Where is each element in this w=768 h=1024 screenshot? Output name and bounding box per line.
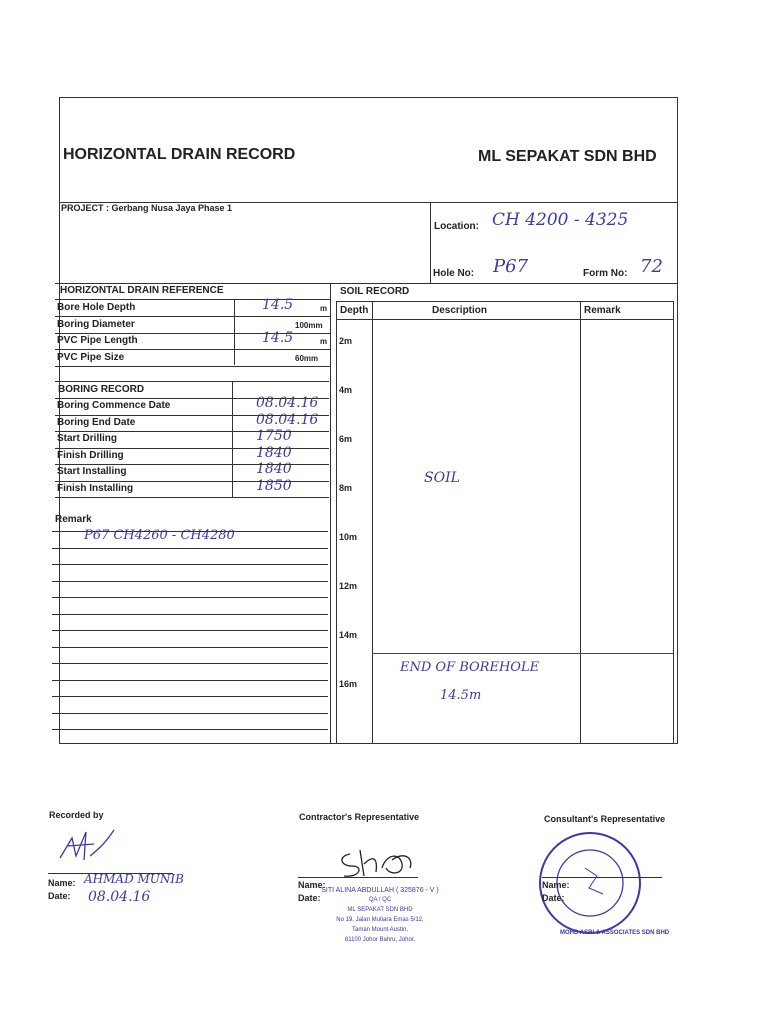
- drain-ref-unit: m: [320, 304, 328, 313]
- boring-bottom-line: [55, 497, 329, 498]
- boring-row-value: 1750: [256, 428, 292, 444]
- remark-line: [52, 713, 328, 714]
- depth-label: 10m: [339, 532, 358, 542]
- drain-reference-title: HORIZONTAL DRAIN REFERENCE: [60, 285, 224, 296]
- drain-ref-value: 14.5: [262, 330, 294, 346]
- contractor-stamp-line: No 19, Jalan Mutiara Emas 5/12,: [336, 917, 424, 923]
- hole-label: Hole No:: [433, 268, 475, 279]
- project-label: PROJECT : Gerbang Nusa Jaya Phase 1: [61, 203, 233, 213]
- soil-depth-divider: [372, 301, 373, 744]
- soil-remark-divider: [580, 301, 581, 744]
- contractor-line: [298, 877, 418, 878]
- drain-ref-value: 14.5: [262, 297, 294, 313]
- drain-ref-col-divider: [234, 299, 235, 365]
- contractor-label: Contractor's Representative: [299, 812, 420, 822]
- recorded-by-date: 08.04.16: [88, 889, 151, 905]
- remark-line: [52, 663, 328, 664]
- contractor-stamp-line: QA / QC: [368, 897, 392, 903]
- remark-value: P67 CH4260 - CH4280: [84, 528, 235, 543]
- remark-line: [52, 696, 328, 697]
- remark-line: [52, 647, 328, 648]
- drain-ref-unit: 60mm: [295, 353, 319, 363]
- company-name: ML SEPAKAT SDN BHD: [478, 148, 657, 165]
- drain-ref-label: PVC Pipe Size: [57, 351, 125, 363]
- contractor-stamp-line: SITI ALINA ABDULLAH ( 325876 - V ): [321, 887, 439, 894]
- soil-left-inner: [336, 301, 337, 744]
- drain-ref-unit: m: [320, 337, 328, 346]
- remark-line: [52, 680, 328, 681]
- boring-row-value: 1840: [256, 461, 292, 477]
- recorded-by-signature: [54, 822, 124, 866]
- boring-row-label: Boring End Date: [57, 416, 136, 428]
- end-borehole-line: [372, 653, 673, 654]
- boring-row-line: [55, 415, 329, 416]
- boring-row-label: Finish Installing: [57, 482, 134, 494]
- depth-label: 14m: [339, 630, 358, 640]
- contractor-stamp-line: Taman Mount Austin,: [351, 927, 409, 933]
- remark-line: [52, 531, 328, 532]
- boring-row-label: Start Installing: [57, 466, 127, 477]
- remark-line: [52, 614, 328, 615]
- description-header: Description: [432, 305, 488, 316]
- depth-label: 8m: [339, 483, 353, 493]
- recorded-by-name-label: Name:: [48, 878, 76, 888]
- recorded-by-date-label: Date:: [48, 891, 71, 901]
- boring-line-top: [55, 381, 329, 382]
- boring-row-line: [55, 431, 329, 432]
- depth-label: 4m: [339, 385, 353, 395]
- consultant-label: Consultant's Representative: [544, 814, 666, 824]
- remark-header: Remark: [584, 305, 621, 316]
- consultant-seal-text: MOHD ASRI & ASSOCIATES SDN BHD: [560, 930, 670, 936]
- depth-label: 6m: [339, 434, 353, 444]
- soil-note: SOIL: [424, 470, 460, 486]
- contractor-stamp-line: ML SEPAKAT SDN BHD: [347, 907, 413, 913]
- boring-row-line: [55, 398, 329, 399]
- consultant-date-label: Date:: [542, 893, 565, 903]
- soil-left-border: [330, 283, 331, 744]
- remark-line: [52, 597, 328, 598]
- boring-record-title: BORING RECORD: [58, 384, 145, 395]
- drain-ref-row-line: [55, 349, 331, 350]
- boring-row-label: Finish Drilling: [57, 449, 124, 461]
- end-borehole-note: END OF BOREHOLE: [400, 660, 540, 675]
- end-borehole-depth: 14.5m: [440, 688, 482, 703]
- consultant-name-label: Name:: [542, 880, 570, 890]
- form-no-value: 72: [640, 256, 663, 277]
- drain-ref-unit: 100mm: [295, 320, 323, 330]
- consultant-line: [542, 877, 662, 878]
- drain-ref-label: PVC Pipe Length: [57, 335, 138, 346]
- contractor-date-label: Date:: [298, 893, 321, 903]
- remark-line: [52, 729, 328, 730]
- contractor-stamp-line: 81100 Johor Bahru, Johor.: [344, 937, 416, 943]
- drain-ref-label: Bore Hole Depth: [57, 302, 136, 313]
- soil-record-title: SOIL RECORD: [340, 286, 410, 297]
- location-value: CH 4200 - 4325: [492, 210, 629, 230]
- boring-row-label: Start Drilling: [57, 433, 118, 444]
- remark-line: [52, 630, 328, 631]
- drain-ref-label: Boring Diameter: [57, 318, 135, 330]
- soil-title-line: [336, 301, 674, 302]
- boring-row-line: [55, 481, 329, 482]
- boring-row-label: Boring Commence Date: [57, 400, 171, 411]
- drain-ref-row-line: [55, 366, 331, 367]
- section-divider: [55, 283, 678, 284]
- hole-value: P67: [493, 256, 529, 277]
- remark-label: Remark: [55, 514, 92, 525]
- remark-line: [52, 548, 328, 549]
- boring-row-value: 1840: [256, 444, 292, 461]
- drain-ref-row-line: [55, 316, 331, 317]
- location-label: Location:: [434, 221, 479, 232]
- boring-row-value: 08.04.16: [256, 411, 319, 428]
- depth-label: 2m: [339, 336, 353, 346]
- boring-row-line: [55, 464, 329, 465]
- form-no-label: Form No:: [583, 268, 628, 279]
- boring-row-value: 08.04.16: [256, 395, 319, 411]
- recorded-by-label: Recorded by: [49, 810, 104, 820]
- depth-header: Depth: [340, 305, 369, 316]
- boring-row-line: [55, 448, 329, 449]
- boring-col-divider: [232, 381, 233, 497]
- remark-line: [52, 581, 328, 582]
- boring-row-value: 1850: [256, 477, 292, 494]
- recorded-by-name: AHMAD MUNIB: [84, 872, 184, 886]
- depth-label: 16m: [339, 679, 358, 689]
- form-title: HORIZONTAL DRAIN RECORD: [63, 146, 296, 163]
- contractor-name-label: Name:: [298, 880, 326, 890]
- remark-line: [52, 564, 328, 565]
- soil-header-line: [336, 319, 674, 320]
- location-divider: [430, 202, 431, 284]
- depth-label: 12m: [339, 581, 358, 591]
- soil-right-border: [673, 301, 674, 744]
